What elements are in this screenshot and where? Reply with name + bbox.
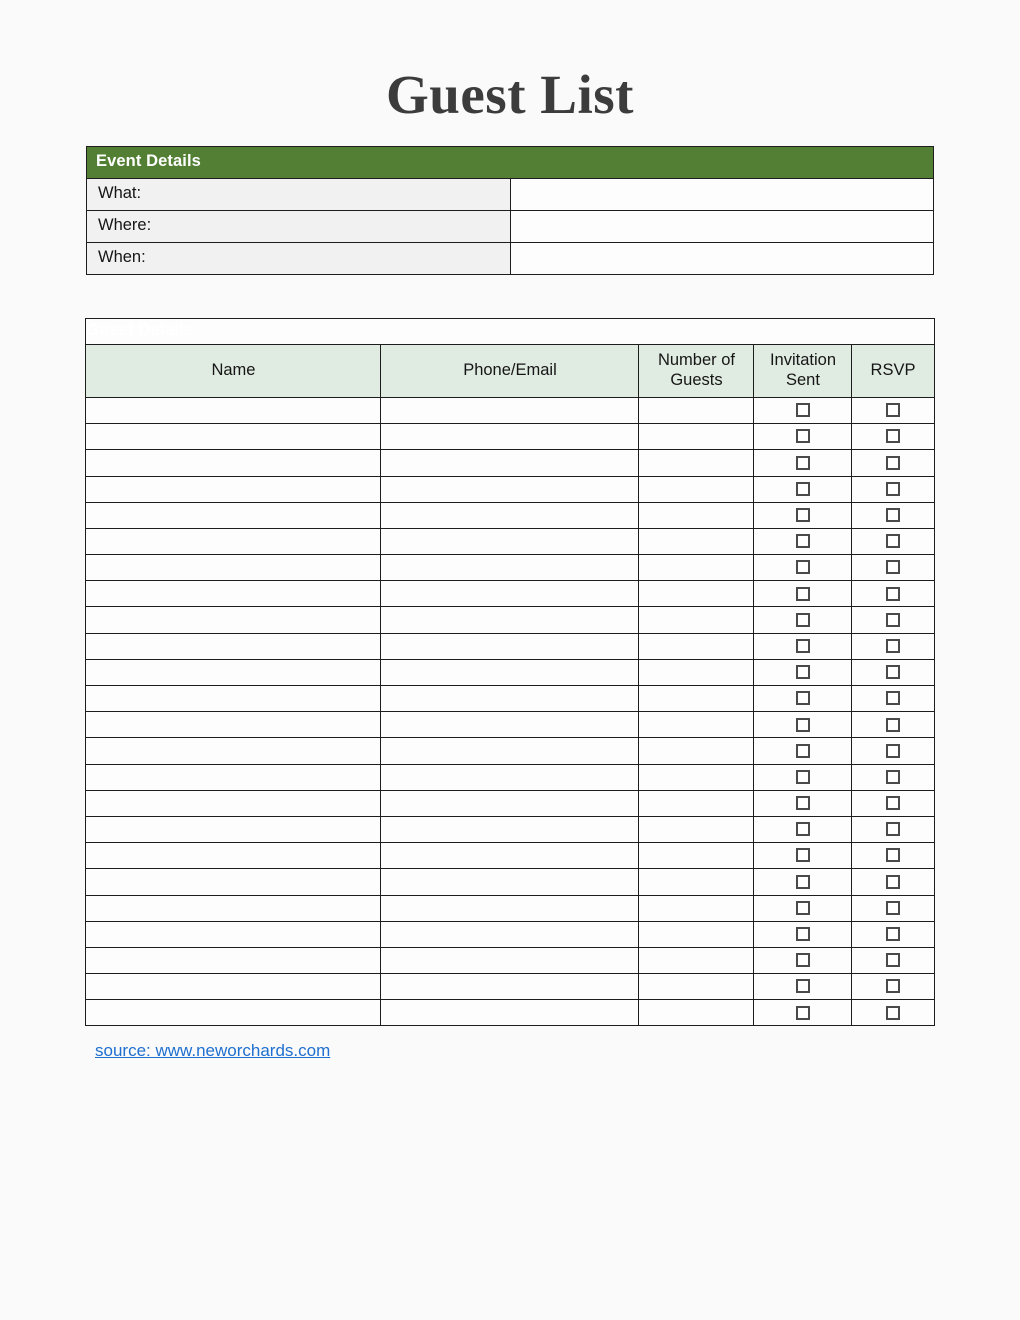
invitation-sent-cell[interactable] bbox=[754, 607, 852, 633]
rsvp-checkbox[interactable] bbox=[886, 1006, 900, 1020]
rsvp-cell[interactable] bbox=[852, 764, 934, 790]
guest-number-cell[interactable] bbox=[639, 790, 754, 816]
invitation-sent-checkbox[interactable] bbox=[796, 796, 810, 810]
event-input-when[interactable] bbox=[510, 242, 934, 274]
invitation-sent-checkbox[interactable] bbox=[796, 665, 810, 679]
guest-contact-cell[interactable] bbox=[381, 895, 639, 921]
table-row bbox=[86, 947, 934, 973]
event-details-section-title: Event Details bbox=[87, 146, 934, 178]
invitation-sent-checkbox[interactable] bbox=[796, 953, 810, 967]
guest-name-cell[interactable] bbox=[86, 555, 381, 581]
guest-contact-cell[interactable] bbox=[381, 738, 639, 764]
rsvp-cell[interactable] bbox=[852, 843, 934, 869]
table-row bbox=[86, 476, 934, 502]
guest-number-cell[interactable] bbox=[639, 476, 754, 502]
guest-details-section-header-row bbox=[86, 318, 934, 344]
invitation-sent-cell[interactable] bbox=[754, 921, 852, 947]
event-row-where bbox=[87, 210, 934, 242]
event-label-when: When: bbox=[87, 242, 511, 274]
invitation-sent-cell[interactable] bbox=[754, 555, 852, 581]
guest-contact-cell[interactable] bbox=[381, 764, 639, 790]
table-row bbox=[86, 686, 934, 712]
invitation-sent-checkbox[interactable] bbox=[796, 508, 810, 522]
footer bbox=[86, 1026, 934, 1061]
invitation-sent-cell[interactable] bbox=[754, 869, 852, 895]
rsvp-checkbox[interactable] bbox=[886, 534, 900, 548]
table-row bbox=[86, 424, 934, 450]
rsvp-cell[interactable] bbox=[852, 947, 934, 973]
rsvp-cell[interactable] bbox=[852, 921, 934, 947]
rsvp-checkbox[interactable] bbox=[886, 639, 900, 653]
event-label-what: What: bbox=[87, 178, 511, 210]
guest-number-cell[interactable] bbox=[639, 633, 754, 659]
guest-name-cell[interactable] bbox=[86, 816, 381, 842]
invitation-sent-cell[interactable] bbox=[754, 686, 852, 712]
rsvp-cell[interactable] bbox=[852, 686, 934, 712]
rsvp-checkbox[interactable] bbox=[886, 560, 900, 574]
event-label-where: Where: bbox=[87, 210, 511, 242]
rsvp-checkbox[interactable] bbox=[886, 665, 900, 679]
rsvp-checkbox[interactable] bbox=[886, 508, 900, 522]
invitation-sent-cell[interactable] bbox=[754, 450, 852, 476]
guest-number-cell[interactable] bbox=[639, 528, 754, 554]
guest-contact-cell[interactable] bbox=[381, 790, 639, 816]
guest-contact-cell[interactable] bbox=[381, 1000, 639, 1026]
guest-name-cell[interactable] bbox=[86, 397, 381, 423]
invitation-sent-checkbox[interactable] bbox=[796, 718, 810, 732]
guest-name-cell[interactable] bbox=[86, 764, 381, 790]
guest-contact-cell[interactable] bbox=[381, 974, 639, 1000]
guest-contact-cell[interactable] bbox=[381, 921, 639, 947]
column-header-phone-email: Phone/Email bbox=[381, 344, 639, 397]
guest-contact-cell[interactable] bbox=[381, 450, 639, 476]
invitation-sent-cell[interactable] bbox=[754, 712, 852, 738]
guest-name-cell[interactable] bbox=[86, 738, 381, 764]
invitation-sent-checkbox[interactable] bbox=[796, 979, 810, 993]
guest-name-cell[interactable] bbox=[86, 895, 381, 921]
rsvp-checkbox[interactable] bbox=[886, 901, 900, 915]
rsvp-cell[interactable] bbox=[852, 712, 934, 738]
guest-name-cell[interactable] bbox=[86, 476, 381, 502]
rsvp-cell[interactable] bbox=[852, 607, 934, 633]
rsvp-checkbox[interactable] bbox=[886, 770, 900, 784]
guest-number-cell[interactable] bbox=[639, 974, 754, 1000]
table-row bbox=[86, 1000, 934, 1026]
invitation-sent-cell[interactable] bbox=[754, 659, 852, 685]
invitation-sent-checkbox[interactable] bbox=[796, 927, 810, 941]
rsvp-checkbox[interactable] bbox=[886, 587, 900, 601]
column-header-invitation-sent: Invitation Sent bbox=[754, 344, 852, 397]
guest-number-cell[interactable] bbox=[639, 712, 754, 738]
guest-name-cell[interactable] bbox=[86, 607, 381, 633]
guest-details-column-header-row bbox=[86, 344, 934, 397]
table-row bbox=[86, 633, 934, 659]
invitation-sent-checkbox[interactable] bbox=[796, 744, 810, 758]
guest-number-cell[interactable] bbox=[639, 686, 754, 712]
invitation-sent-cell[interactable] bbox=[754, 633, 852, 659]
rsvp-checkbox[interactable] bbox=[886, 429, 900, 443]
invitation-sent-cell[interactable] bbox=[754, 816, 852, 842]
guest-contact-cell[interactable] bbox=[381, 397, 639, 423]
guest-name-cell[interactable] bbox=[86, 921, 381, 947]
guest-name-cell[interactable] bbox=[86, 974, 381, 1000]
guest-name-cell[interactable] bbox=[86, 686, 381, 712]
guest-name-cell[interactable] bbox=[86, 790, 381, 816]
guest-number-cell[interactable] bbox=[639, 607, 754, 633]
rsvp-cell[interactable] bbox=[852, 1000, 934, 1026]
rsvp-cell[interactable] bbox=[852, 424, 934, 450]
guest-contact-cell[interactable] bbox=[381, 555, 639, 581]
event-details-table bbox=[86, 146, 934, 275]
rsvp-checkbox[interactable] bbox=[886, 456, 900, 470]
invitation-sent-cell[interactable] bbox=[754, 502, 852, 528]
guest-number-cell[interactable] bbox=[639, 738, 754, 764]
rsvp-cell[interactable] bbox=[852, 869, 934, 895]
guest-rows-body bbox=[86, 397, 934, 1026]
rsvp-checkbox[interactable] bbox=[886, 796, 900, 810]
guest-number-cell[interactable] bbox=[639, 869, 754, 895]
guest-contact-cell[interactable] bbox=[381, 686, 639, 712]
guest-number-cell[interactable] bbox=[639, 764, 754, 790]
rsvp-cell[interactable] bbox=[852, 790, 934, 816]
guest-number-cell[interactable] bbox=[639, 843, 754, 869]
invitation-sent-checkbox[interactable] bbox=[796, 403, 810, 417]
table-row bbox=[86, 502, 934, 528]
invitation-sent-cell[interactable] bbox=[754, 843, 852, 869]
rsvp-cell[interactable] bbox=[852, 633, 934, 659]
invitation-sent-checkbox[interactable] bbox=[796, 822, 810, 836]
guest-number-cell[interactable] bbox=[639, 895, 754, 921]
rsvp-checkbox[interactable] bbox=[886, 744, 900, 758]
guest-name-cell[interactable] bbox=[86, 869, 381, 895]
invitation-sent-checkbox[interactable] bbox=[796, 482, 810, 496]
invitation-sent-checkbox[interactable] bbox=[796, 456, 810, 470]
guest-number-cell[interactable] bbox=[639, 581, 754, 607]
guest-name-cell[interactable] bbox=[86, 843, 381, 869]
rsvp-cell[interactable] bbox=[852, 816, 934, 842]
guest-name-cell[interactable] bbox=[86, 659, 381, 685]
invitation-sent-checkbox[interactable] bbox=[796, 1006, 810, 1020]
invitation-sent-cell[interactable] bbox=[754, 476, 852, 502]
table-row bbox=[86, 712, 934, 738]
guest-contact-cell[interactable] bbox=[381, 581, 639, 607]
rsvp-cell[interactable] bbox=[852, 895, 934, 921]
rsvp-cell[interactable] bbox=[852, 528, 934, 554]
rsvp-checkbox[interactable] bbox=[886, 691, 900, 705]
rsvp-checkbox[interactable] bbox=[886, 927, 900, 941]
table-row bbox=[86, 581, 934, 607]
table-row bbox=[86, 921, 934, 947]
column-header-rsvp: RSVP bbox=[852, 344, 934, 397]
rsvp-cell[interactable] bbox=[852, 450, 934, 476]
table-row bbox=[86, 555, 934, 581]
rsvp-cell[interactable] bbox=[852, 974, 934, 1000]
invitation-sent-checkbox[interactable] bbox=[796, 691, 810, 705]
invitation-sent-checkbox[interactable] bbox=[796, 560, 810, 574]
guest-contact-cell[interactable] bbox=[381, 947, 639, 973]
rsvp-cell[interactable] bbox=[852, 555, 934, 581]
guest-name-cell[interactable] bbox=[86, 633, 381, 659]
invitation-sent-cell[interactable] bbox=[754, 528, 852, 554]
rsvp-checkbox[interactable] bbox=[886, 822, 900, 836]
column-header-number-of-guests: Number of Guests bbox=[639, 344, 754, 397]
event-row-what bbox=[87, 178, 934, 210]
table-row bbox=[86, 764, 934, 790]
table-row bbox=[86, 528, 934, 554]
guest-contact-cell[interactable] bbox=[381, 528, 639, 554]
invitation-sent-checkbox[interactable] bbox=[796, 848, 810, 862]
guest-contact-cell[interactable] bbox=[381, 816, 639, 842]
event-details-section-header-row bbox=[87, 146, 934, 178]
guest-number-cell[interactable] bbox=[639, 659, 754, 685]
table-row bbox=[86, 659, 934, 685]
guest-contact-cell[interactable] bbox=[381, 476, 639, 502]
guest-contact-cell[interactable] bbox=[381, 502, 639, 528]
table-row bbox=[86, 738, 934, 764]
invitation-sent-cell[interactable] bbox=[754, 974, 852, 1000]
guest-details-section-title: Guest Details bbox=[86, 318, 934, 344]
event-input-what[interactable] bbox=[510, 178, 934, 210]
guest-number-cell[interactable] bbox=[639, 424, 754, 450]
guest-number-cell[interactable] bbox=[639, 502, 754, 528]
rsvp-cell[interactable] bbox=[852, 581, 934, 607]
guest-number-cell[interactable] bbox=[639, 450, 754, 476]
invitation-sent-cell[interactable] bbox=[754, 790, 852, 816]
rsvp-checkbox[interactable] bbox=[886, 953, 900, 967]
invitation-sent-checkbox[interactable] bbox=[796, 639, 810, 653]
invitation-sent-checkbox[interactable] bbox=[796, 429, 810, 443]
guest-name-cell[interactable] bbox=[86, 947, 381, 973]
guest-name-cell[interactable] bbox=[86, 450, 381, 476]
guest-number-cell[interactable] bbox=[639, 947, 754, 973]
invitation-sent-cell[interactable] bbox=[754, 764, 852, 790]
guest-contact-cell[interactable] bbox=[381, 424, 639, 450]
invitation-sent-checkbox[interactable] bbox=[796, 534, 810, 548]
invitation-sent-cell[interactable] bbox=[754, 424, 852, 450]
invitation-sent-cell[interactable] bbox=[754, 397, 852, 423]
rsvp-cell[interactable] bbox=[852, 397, 934, 423]
guest-number-cell[interactable] bbox=[639, 1000, 754, 1026]
rsvp-checkbox[interactable] bbox=[886, 613, 900, 627]
invitation-sent-checkbox[interactable] bbox=[796, 770, 810, 784]
guest-name-cell[interactable] bbox=[86, 424, 381, 450]
guest-number-cell[interactable] bbox=[639, 397, 754, 423]
source-link[interactable]: source: www.neworchards.com bbox=[95, 1041, 331, 1061]
guest-number-cell[interactable] bbox=[639, 921, 754, 947]
table-row bbox=[86, 816, 934, 842]
page-title: Guest List bbox=[386, 64, 634, 125]
invitation-sent-cell[interactable] bbox=[754, 738, 852, 764]
invitation-sent-cell[interactable] bbox=[754, 895, 852, 921]
rsvp-cell[interactable] bbox=[852, 659, 934, 685]
guest-contact-cell[interactable] bbox=[381, 607, 639, 633]
guest-name-cell[interactable] bbox=[86, 502, 381, 528]
guest-contact-cell[interactable] bbox=[381, 869, 639, 895]
guest-name-cell[interactable] bbox=[86, 528, 381, 554]
invitation-sent-cell[interactable] bbox=[754, 581, 852, 607]
table-row bbox=[86, 843, 934, 869]
invitation-sent-checkbox[interactable] bbox=[796, 587, 810, 601]
rsvp-checkbox[interactable] bbox=[886, 403, 900, 417]
column-header-name: Name bbox=[86, 344, 381, 397]
table-row bbox=[86, 607, 934, 633]
guest-contact-cell[interactable] bbox=[381, 712, 639, 738]
event-row-when bbox=[87, 242, 934, 274]
guest-details-table bbox=[85, 318, 934, 1027]
rsvp-checkbox[interactable] bbox=[886, 979, 900, 993]
event-input-where[interactable] bbox=[510, 210, 934, 242]
rsvp-checkbox[interactable] bbox=[886, 875, 900, 889]
guest-contact-cell[interactable] bbox=[381, 843, 639, 869]
invitation-sent-checkbox[interactable] bbox=[796, 901, 810, 915]
guest-contact-cell[interactable] bbox=[381, 659, 639, 685]
table-row bbox=[86, 790, 934, 816]
rsvp-cell[interactable] bbox=[852, 738, 934, 764]
table-row bbox=[86, 450, 934, 476]
rsvp-cell[interactable] bbox=[852, 476, 934, 502]
table-row bbox=[86, 974, 934, 1000]
guest-number-cell[interactable] bbox=[639, 816, 754, 842]
table-row bbox=[86, 397, 934, 423]
invitation-sent-checkbox[interactable] bbox=[796, 613, 810, 627]
guest-name-cell[interactable] bbox=[86, 581, 381, 607]
rsvp-cell[interactable] bbox=[852, 502, 934, 528]
invitation-sent-checkbox[interactable] bbox=[796, 875, 810, 889]
guest-name-cell[interactable] bbox=[86, 1000, 381, 1026]
invitation-sent-cell[interactable] bbox=[754, 1000, 852, 1026]
table-row bbox=[86, 895, 934, 921]
rsvp-checkbox[interactable] bbox=[886, 848, 900, 862]
guest-number-cell[interactable] bbox=[639, 555, 754, 581]
invitation-sent-cell[interactable] bbox=[754, 947, 852, 973]
rsvp-checkbox[interactable] bbox=[886, 718, 900, 732]
guest-contact-cell[interactable] bbox=[381, 633, 639, 659]
guest-name-cell[interactable] bbox=[86, 712, 381, 738]
rsvp-checkbox[interactable] bbox=[886, 482, 900, 496]
table-row bbox=[86, 869, 934, 895]
